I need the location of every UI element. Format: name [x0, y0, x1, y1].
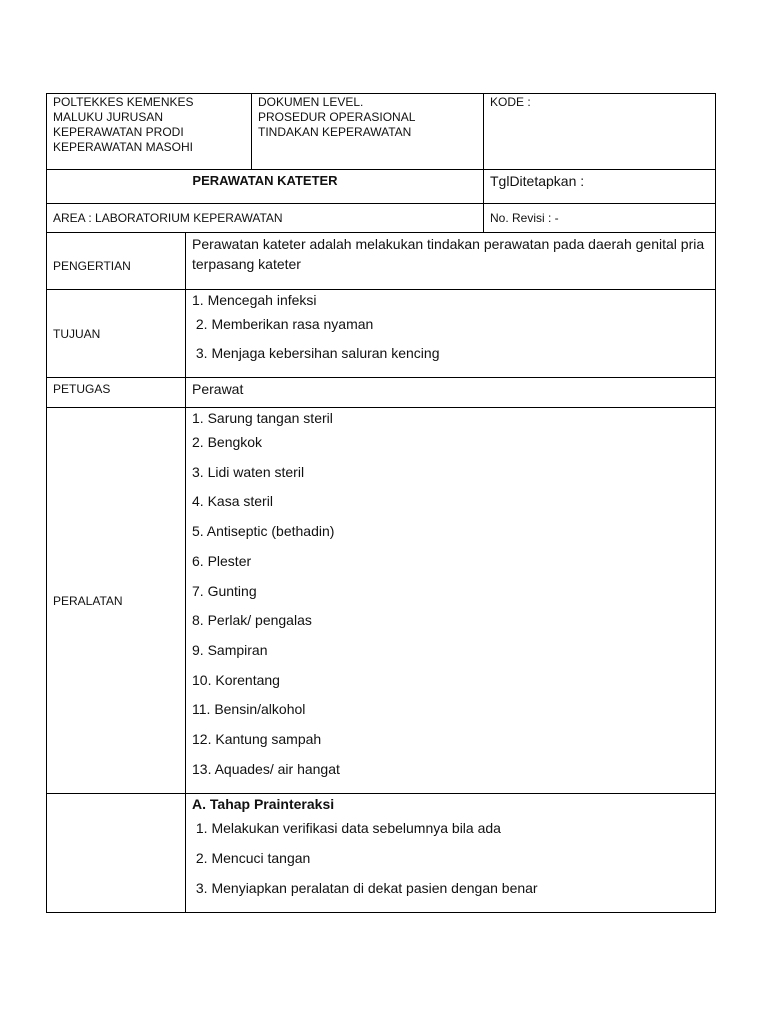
pengertian-label: PENGERTIAN	[47, 233, 186, 290]
institution-line: KEPERAWATAN MASOHI	[53, 140, 194, 154]
petugas-cell: Perawat	[186, 378, 716, 408]
peralatan-item: 10. Korentang	[192, 671, 280, 688]
document-level-line: TINDAKAN KEPERAWATAN	[258, 125, 412, 139]
tujuan-row	[47, 290, 716, 378]
tujuan-cell	[186, 290, 716, 378]
institution-line: KEPERAWATAN PRODI	[53, 125, 184, 139]
peralatan-item: 8. Perlak/ pengalas	[192, 612, 312, 629]
institution-line: POLTEKKES KEMENKES	[53, 95, 194, 109]
prosedur-item: 3. Menyiapkan peralatan di dekat pasien dengan benar	[192, 880, 538, 896]
peralatan-item: 13. Aquades/ air hangat	[192, 760, 340, 777]
institution-line: MALUKU JURUSAN	[53, 110, 164, 124]
code-label: KODE :	[490, 95, 531, 109]
peralatan-row	[47, 408, 716, 794]
institution-cell	[47, 94, 252, 170]
peralatan-item: 4. Kasa steril	[192, 493, 273, 510]
peralatan-item: 3. Lidi waten steril	[192, 463, 305, 480]
revision-cell: No. Revisi : -	[484, 204, 716, 233]
tujuan-item: 2. Memberikan rasa nyaman	[192, 316, 374, 332]
peralatan-item: 7. Gunting	[192, 582, 257, 599]
document-level-line: PROSEDUR OPERASIONAL	[258, 110, 416, 124]
sop-table	[46, 93, 716, 913]
prosedur-section-title: A. Tahap Prainteraksi	[192, 796, 335, 812]
tujuan-item: 1. Mencegah infeksi	[192, 292, 317, 308]
document-title: PERAWATAN KATETER	[47, 170, 484, 204]
document-level-line: DOKUMEN LEVEL.	[258, 95, 364, 109]
pengertian-text: Perawatan kateter adalah melakukan tindakan perawatan pada daerah genital pria terpasang kateter	[192, 236, 705, 272]
area-cell: AREA : LABORATORIUM KEPERAWATAN	[47, 204, 484, 233]
tujuan-item: 3. Menjaga kebersihan saluran kencing	[192, 345, 440, 361]
title-row	[47, 170, 716, 204]
peralatan-cell	[186, 408, 716, 794]
prosedur-cell	[186, 794, 716, 913]
date-label: TglDitetapkan :	[490, 173, 585, 189]
peralatan-item: 11. Bensin/alkohol	[192, 701, 306, 718]
prosedur-label-cell	[47, 794, 186, 913]
peralatan-item: 5. Antiseptic (bethadin)	[192, 523, 335, 540]
area-row	[47, 204, 716, 233]
peralatan-item: 12. Kantung sampah	[192, 731, 322, 748]
prosedur-item: 1. Melakukan verifikasi data sebelumnya bila ada	[192, 820, 501, 836]
prosedur-item: 2. Mencuci tangan	[192, 850, 311, 866]
petugas-row	[47, 378, 716, 408]
document-level-cell	[252, 94, 484, 170]
petugas-label: PETUGAS	[47, 378, 186, 408]
code-cell	[484, 94, 716, 170]
peralatan-item: 6. Plester	[192, 552, 252, 569]
pengertian-row	[47, 233, 716, 290]
prosedur-row	[47, 794, 716, 913]
pengertian-cell	[186, 233, 716, 290]
peralatan-label: PERALATAN	[47, 408, 186, 794]
date-cell	[484, 170, 716, 204]
header-row	[47, 94, 716, 170]
tujuan-label: TUJUAN	[47, 290, 186, 378]
peralatan-item: 2. Bengkok	[192, 434, 263, 450]
peralatan-item: 1. Sarung tangan steril	[192, 410, 333, 426]
peralatan-item: 9. Sampiran	[192, 641, 268, 658]
